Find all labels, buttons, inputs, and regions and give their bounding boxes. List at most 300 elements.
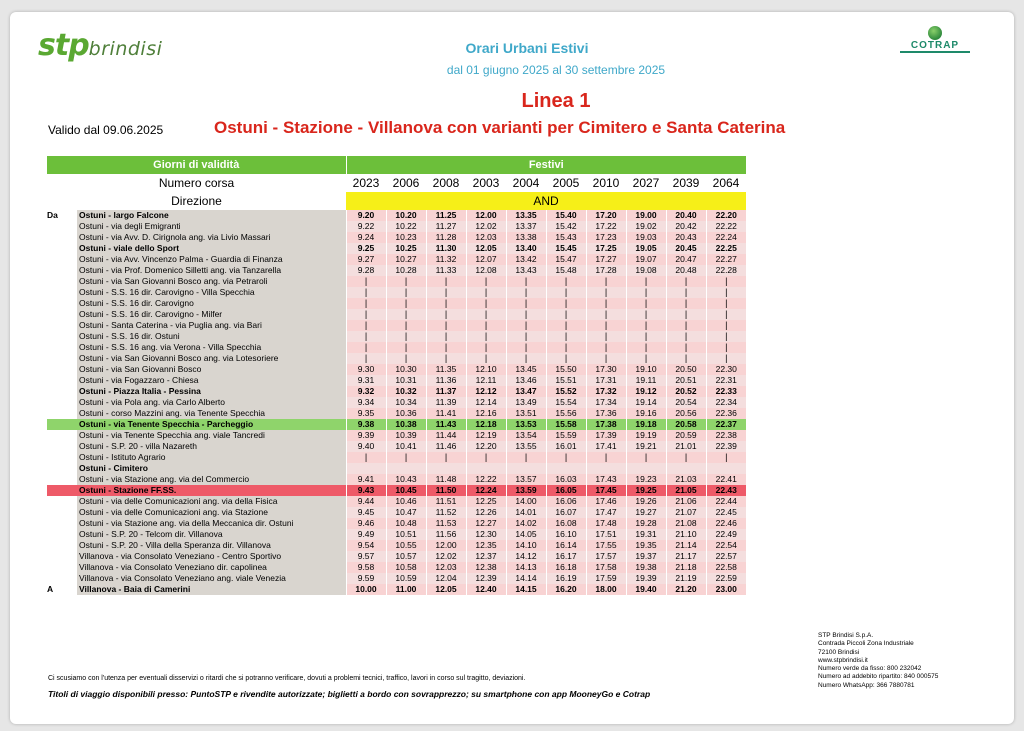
departure-time: 17.51	[586, 529, 626, 540]
departure-time: |	[626, 309, 666, 320]
departure-time: 12.03	[426, 562, 466, 573]
departure-time: 15.42	[546, 221, 586, 232]
departure-time: |	[706, 353, 746, 364]
departure-time: |	[706, 287, 746, 298]
direzione-label: Direzione	[171, 194, 222, 208]
departure-time: 9.39	[346, 430, 386, 441]
departure-time: 13.51	[506, 408, 546, 419]
departure-time: 10.38	[386, 419, 426, 430]
departure-time: 21.06	[666, 496, 706, 507]
departure-time: 15.45	[546, 243, 586, 254]
departure-time: 14.01	[506, 507, 546, 518]
departure-time: 12.03	[466, 232, 506, 243]
numero-corsa-label: Numero corsa	[158, 176, 235, 190]
departure-time: 22.39	[706, 441, 746, 452]
departure-time: 13.35	[506, 210, 546, 221]
run-number: 2005	[552, 176, 580, 190]
terminus-tag	[47, 375, 77, 386]
stop-row	[47, 419, 746, 430]
departure-time: |	[706, 309, 746, 320]
departure-time: |	[546, 309, 586, 320]
departure-time: |	[666, 452, 706, 463]
departure-time: 9.44	[346, 496, 386, 507]
departure-time: |	[346, 309, 386, 320]
departure-time: |	[546, 353, 586, 364]
departure-time: 17.32	[586, 386, 626, 397]
departure-time: |	[706, 276, 746, 287]
departure-time: 17.25	[586, 243, 626, 254]
stop-row	[47, 210, 746, 221]
departure-time: |	[626, 320, 666, 331]
departure-time: 22.44	[706, 496, 746, 507]
terminus-tag	[47, 232, 77, 243]
stop-name: Ostuni - viale dello Sport	[77, 243, 346, 254]
departure-time: 16.07	[546, 507, 586, 518]
cotrap-logo-text: COTRAP	[900, 40, 970, 53]
stop-name: Ostuni - via delle Comunicazioni ang. via della Fisica	[77, 496, 346, 507]
departure-time: 9.49	[346, 529, 386, 540]
departure-time: 22.33	[706, 386, 746, 397]
departure-time: |	[426, 287, 466, 298]
company-info-line: www.stpbrindisi.it	[818, 656, 868, 664]
departure-time: 20.40	[666, 210, 706, 221]
valid-from: Valido dal 09.06.2025	[48, 123, 164, 137]
departure-time: |	[546, 331, 586, 342]
departure-time: 19.05	[626, 243, 666, 254]
terminus-tag	[47, 430, 77, 441]
departure-time: 19.07	[626, 254, 666, 265]
departure-time: 11.46	[426, 441, 466, 452]
departure-time: 10.39	[386, 430, 426, 441]
departure-time: 22.27	[706, 254, 746, 265]
stop-name: Ostuni - via San Giovanni Bosco ang. via Lotesoriere	[77, 353, 346, 364]
departure-time: |	[466, 320, 506, 331]
departure-time: 15.50	[546, 364, 586, 375]
departure-time: |	[386, 276, 426, 287]
stop-name: Ostuni - S.P. 20 - Villa della Speranza dir. Villanova	[77, 540, 346, 551]
stop-name: Ostuni - Piazza Italia - Pessina	[77, 386, 346, 397]
departure-time: 19.38	[626, 562, 666, 573]
departure-time: |	[626, 276, 666, 287]
stop-row	[47, 276, 746, 287]
stop-name: Ostuni - via Tenente Specchia ang. viale Tancredi	[77, 430, 346, 441]
departure-time: |	[626, 452, 666, 463]
departure-time: |	[506, 342, 546, 353]
departure-time: 13.42	[506, 254, 546, 265]
departure-time: |	[706, 320, 746, 331]
departure-time: 19.08	[626, 265, 666, 276]
departure-time: 9.35	[346, 408, 386, 419]
departure-time: |	[666, 353, 706, 364]
terminus-tag	[47, 496, 77, 507]
departure-time: 19.16	[626, 408, 666, 419]
departure-time: |	[546, 287, 586, 298]
departure-time: 19.27	[626, 507, 666, 518]
departure-time: 13.37	[506, 221, 546, 232]
logo-brindisi-text: brindisi	[88, 38, 163, 60]
departure-time: 11.27	[426, 221, 466, 232]
departure-time: 16.20	[546, 584, 586, 595]
terminus-tag	[47, 485, 77, 496]
departure-time: |	[466, 353, 506, 364]
departure-time: 19.23	[626, 474, 666, 485]
stop-row	[47, 265, 746, 276]
departure-time: 13.59	[506, 485, 546, 496]
departure-time: 11.32	[426, 254, 466, 265]
departure-time: 17.43	[586, 474, 626, 485]
departure-time: |	[466, 342, 506, 353]
logo-stp-text: stp	[38, 28, 89, 63]
departure-time: 12.22	[466, 474, 506, 485]
departure-time: 16.01	[546, 441, 586, 452]
departure-time: |	[586, 276, 626, 287]
departure-time: 17.45	[586, 485, 626, 496]
company-info-line: Contrada Piccoli Zona Industriale	[818, 640, 914, 648]
departure-time: 19.31	[626, 529, 666, 540]
departure-time: 19.10	[626, 364, 666, 375]
departure-time: 10.27	[386, 254, 426, 265]
departure-time: 9.59	[346, 573, 386, 584]
departure-time: |	[346, 331, 386, 342]
stop-row	[47, 551, 746, 562]
run-number: 2006	[392, 176, 420, 190]
departure-time: 22.28	[706, 265, 746, 276]
departure-time: 19.02	[626, 221, 666, 232]
header-row-validity	[47, 156, 746, 174]
run-number: 2003	[472, 176, 500, 190]
departure-time: 20.51	[666, 375, 706, 386]
departure-time: 9.43	[346, 485, 386, 496]
departure-time: 13.45	[506, 364, 546, 375]
terminus-tag: A	[47, 584, 54, 594]
departure-time: 12.25	[466, 496, 506, 507]
departure-time: 22.58	[706, 562, 746, 573]
terminus-tag: Da	[47, 210, 58, 220]
departure-time: 22.41	[706, 474, 746, 485]
stop-row	[47, 353, 746, 364]
stop-row	[47, 221, 746, 232]
departure-time: 10.36	[386, 408, 426, 419]
departure-time: 12.35	[466, 540, 506, 551]
departure-time: 10.31	[386, 375, 426, 386]
departure-time: 22.20	[706, 210, 746, 221]
departure-time: 11.28	[426, 232, 466, 243]
departure-time: 19.39	[626, 573, 666, 584]
stop-row	[47, 507, 746, 518]
departure-time: 17.34	[586, 397, 626, 408]
stop-name: Ostuni - Istituto Agrario	[77, 452, 346, 463]
departure-time: |	[386, 309, 426, 320]
departure-time	[426, 463, 466, 474]
departure-time: |	[386, 298, 426, 309]
departure-time: |	[466, 298, 506, 309]
validity-period: dal 01 giugno 2025 al 30 settembre 2025	[446, 63, 666, 77]
stop-name: Ostuni - via Fogazzaro - Chiesa	[77, 375, 346, 386]
departure-time: 10.48	[386, 518, 426, 529]
departure-time: 22.57	[706, 551, 746, 562]
departure-time: |	[346, 320, 386, 331]
stop-row	[47, 573, 746, 584]
departure-time: 10.25	[386, 243, 426, 254]
departure-time: 21.07	[666, 507, 706, 518]
departure-time: 15.54	[546, 397, 586, 408]
stop-name: Ostuni - via Prof. Domenico Silletti ang. via Tanzarella	[77, 265, 346, 276]
departure-time: 12.11	[466, 375, 506, 386]
departure-time: |	[346, 287, 386, 298]
stop-name: Ostuni - S.S. 16 dir. Carovigno - Villa Specchia	[77, 287, 346, 298]
stop-name: Villanova - via Consolato Veneziano - Centro Sportivo	[77, 551, 346, 562]
departure-time: 12.12	[466, 386, 506, 397]
stop-row	[47, 518, 746, 529]
departure-time: 20.58	[666, 419, 706, 430]
departure-time: 13.46	[506, 375, 546, 386]
departure-time: 17.57	[586, 551, 626, 562]
departure-time: |	[586, 287, 626, 298]
departure-time: 10.45	[386, 485, 426, 496]
terminus-tag	[47, 276, 77, 287]
departure-time: 15.59	[546, 430, 586, 441]
departure-time: 16.03	[546, 474, 586, 485]
departure-time: 21.05	[666, 485, 706, 496]
run-number: 2064	[712, 176, 740, 190]
departure-time: 13.54	[506, 430, 546, 441]
company-info-line: Numero verde da fisso: 800 232042	[818, 665, 922, 673]
departure-time: |	[586, 452, 626, 463]
departure-time: 17.41	[586, 441, 626, 452]
departure-time: 9.20	[346, 210, 386, 221]
departure-time: |	[346, 342, 386, 353]
departure-time: 9.34	[346, 397, 386, 408]
departure-time: 17.48	[586, 518, 626, 529]
departure-time: 22.22	[706, 221, 746, 232]
departure-time: 20.59	[666, 430, 706, 441]
departure-time: 17.58	[586, 562, 626, 573]
terminus-tag	[47, 474, 77, 485]
departure-time: 16.05	[546, 485, 586, 496]
departure-time: 10.00	[346, 584, 386, 595]
departure-time: |	[706, 298, 746, 309]
departure-time: |	[546, 276, 586, 287]
stop-name: Ostuni - S.S. 16 dir. Ostuni	[77, 331, 346, 342]
departure-time: 9.57	[346, 551, 386, 562]
departure-time: 12.27	[466, 518, 506, 529]
stop-row	[47, 386, 746, 397]
departure-time: 10.30	[386, 364, 426, 375]
terminus-tag	[47, 573, 77, 584]
departure-time: 10.41	[386, 441, 426, 452]
departure-time: |	[546, 342, 586, 353]
departure-time: 17.39	[586, 430, 626, 441]
departure-time: |	[506, 298, 546, 309]
departure-time: 12.26	[466, 507, 506, 518]
departure-time: 12.37	[466, 551, 506, 562]
departure-time: 12.05	[466, 243, 506, 254]
departure-time: 20.47	[666, 254, 706, 265]
departure-time: |	[426, 452, 466, 463]
terminus-tag	[47, 331, 77, 342]
departure-time: 19.11	[626, 375, 666, 386]
departure-time: 12.20	[466, 441, 506, 452]
stop-row	[47, 441, 746, 452]
departure-time: 19.03	[626, 232, 666, 243]
terminus-tag	[47, 254, 77, 265]
stop-name: Ostuni - Stazione FF.SS.	[77, 485, 346, 496]
stop-row	[47, 232, 746, 243]
terminus-tag	[47, 243, 77, 254]
page-title: Orari Urbani Estivi	[465, 40, 589, 56]
header-row-direction	[47, 192, 746, 210]
departure-time: 11.44	[426, 430, 466, 441]
departure-time	[506, 463, 546, 474]
departure-time: 13.40	[506, 243, 546, 254]
departure-time	[546, 463, 586, 474]
departure-time: 14.10	[506, 540, 546, 551]
departure-time: |	[466, 287, 506, 298]
departure-time: |	[546, 298, 586, 309]
departure-time: 11.43	[426, 419, 466, 430]
departure-time: |	[426, 320, 466, 331]
departure-time: 20.54	[666, 397, 706, 408]
departure-time: 17.22	[586, 221, 626, 232]
departure-time: 10.58	[386, 562, 426, 573]
departure-time: |	[426, 353, 466, 364]
departure-time: 13.49	[506, 397, 546, 408]
departure-time: 20.48	[666, 265, 706, 276]
stop-name: Ostuni - via San Giovanni Bosco ang. via Petraroli	[77, 276, 346, 287]
company-info-line: Numero WhatsApp: 366 7880781	[818, 681, 915, 689]
departure-time: |	[546, 320, 586, 331]
departure-time: |	[626, 298, 666, 309]
terminus-tag	[47, 562, 77, 573]
departure-time: 10.51	[386, 529, 426, 540]
departure-time: 14.05	[506, 529, 546, 540]
departure-time	[386, 463, 426, 474]
terminus-tag	[47, 551, 77, 562]
terminus-tag	[47, 298, 77, 309]
run-number: 2023	[352, 176, 380, 190]
departure-time: 14.12	[506, 551, 546, 562]
stop-name: Ostuni - via Avv. Vincenzo Palma - Guardia di Finanza	[77, 254, 346, 265]
header-row-runs	[47, 174, 746, 192]
departure-time: |	[386, 287, 426, 298]
departure-time: 10.32	[386, 386, 426, 397]
departure-time: 15.56	[546, 408, 586, 419]
stop-row	[47, 584, 746, 595]
stop-row	[47, 375, 746, 386]
departure-time: 10.20	[386, 210, 426, 221]
timetable	[47, 156, 746, 595]
departure-time: 10.43	[386, 474, 426, 485]
departure-time: |	[506, 331, 546, 342]
departure-time	[666, 463, 706, 474]
departure-time: 17.31	[586, 375, 626, 386]
departure-time: 9.54	[346, 540, 386, 551]
terminus-tag	[47, 518, 77, 529]
departure-time: 10.23	[386, 232, 426, 243]
departure-time: 11.36	[426, 375, 466, 386]
departure-time: 10.34	[386, 397, 426, 408]
departure-time: |	[426, 331, 466, 342]
departure-time: 21.10	[666, 529, 706, 540]
departure-time	[586, 463, 626, 474]
departure-time: 10.46	[386, 496, 426, 507]
departure-time: |	[506, 320, 546, 331]
departure-time: 9.41	[346, 474, 386, 485]
departure-time: 11.56	[426, 529, 466, 540]
stop-name: Ostuni - S.S. 16 dir. Carovigno - Milfer	[77, 309, 346, 320]
departure-time: 12.38	[466, 562, 506, 573]
departure-time: 17.36	[586, 408, 626, 419]
departure-time: 17.23	[586, 232, 626, 243]
departure-time: 19.18	[626, 419, 666, 430]
departure-time: |	[506, 452, 546, 463]
departure-time: |	[346, 276, 386, 287]
departure-time: 16.06	[546, 496, 586, 507]
departure-time: 11.51	[426, 496, 466, 507]
stop-row	[47, 463, 746, 474]
terminus-tag	[47, 529, 77, 540]
departure-time: 19.35	[626, 540, 666, 551]
stop-name: Ostuni - via delle Comunicazioni ang. via Stazione	[77, 507, 346, 518]
festivi-header: Festivi	[346, 156, 746, 174]
stop-name: Villanova - via Consolato Veneziano ang. viale Venezia	[77, 573, 346, 584]
terminus-tag	[47, 419, 77, 430]
departure-time: |	[426, 298, 466, 309]
terminus-tag	[47, 507, 77, 518]
departure-time: 15.51	[546, 375, 586, 386]
departure-time: |	[426, 309, 466, 320]
departure-time: 12.02	[426, 551, 466, 562]
stop-row	[47, 364, 746, 375]
departure-time: 10.47	[386, 507, 426, 518]
stop-row	[47, 408, 746, 419]
stop-row	[47, 309, 746, 320]
stop-row	[47, 320, 746, 331]
departure-time: |	[386, 452, 426, 463]
departure-time: 15.52	[546, 386, 586, 397]
stop-name: Ostuni - largo Falcone	[77, 210, 346, 221]
stop-row	[47, 298, 746, 309]
departure-time: 15.58	[546, 419, 586, 430]
departure-time: 12.10	[466, 364, 506, 375]
departure-time: |	[706, 342, 746, 353]
departure-time: 21.03	[666, 474, 706, 485]
stop-name: Ostuni - via degli Emigranti	[77, 221, 346, 232]
stop-row	[47, 496, 746, 507]
departure-time: |	[386, 320, 426, 331]
departure-time: 19.12	[626, 386, 666, 397]
departure-time: 9.32	[346, 386, 386, 397]
terminus-tag	[47, 221, 77, 232]
departure-time: |	[666, 320, 706, 331]
departure-time: 12.00	[426, 540, 466, 551]
departure-time: 17.27	[586, 254, 626, 265]
run-number: 2008	[432, 176, 460, 190]
stop-row	[47, 287, 746, 298]
departure-time: 11.41	[426, 408, 466, 419]
departure-time: 18.00	[586, 584, 626, 595]
terminus-tag	[47, 540, 77, 551]
departure-time: 9.30	[346, 364, 386, 375]
stop-name: Ostuni - Cimitero	[77, 463, 346, 474]
departure-time: 13.38	[506, 232, 546, 243]
departure-time: |	[426, 276, 466, 287]
departure-time: |	[706, 452, 746, 463]
departure-time: |	[466, 276, 506, 287]
departure-time: 12.04	[426, 573, 466, 584]
departure-time: 11.39	[426, 397, 466, 408]
departure-time: 9.24	[346, 232, 386, 243]
